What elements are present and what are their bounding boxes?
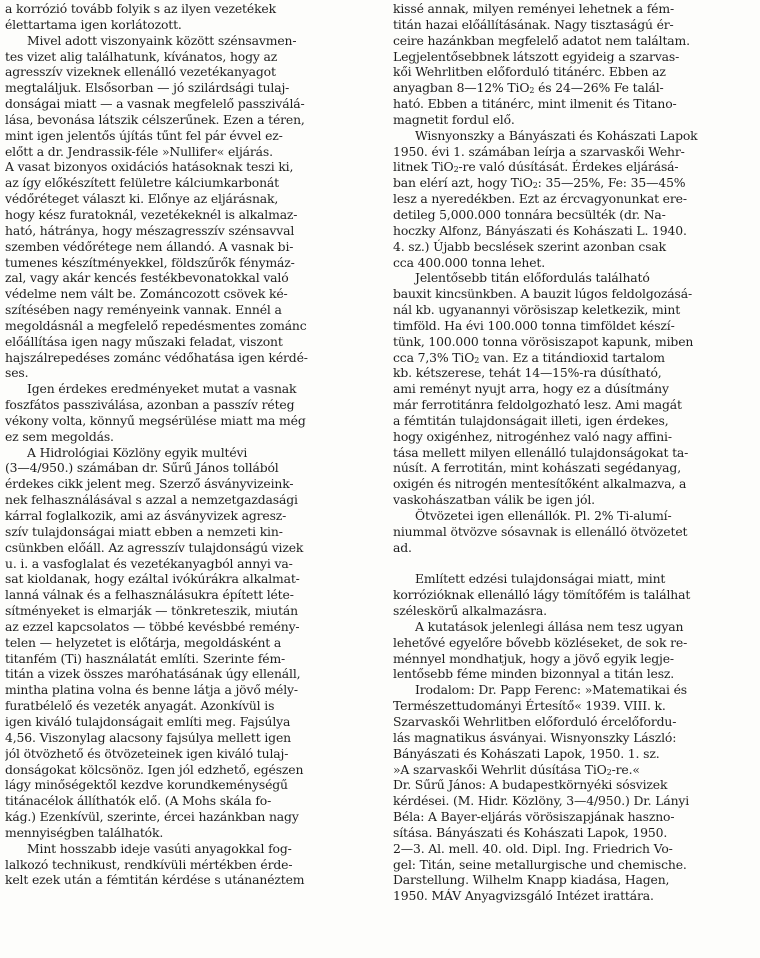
text-segment: : 35—25%, Fe: 35—45% <box>537 175 686 191</box>
text-line: donságai miatt — a vasnak megfelelő passziválá- <box>5 96 305 112</box>
text-segment: lesz a nyeredékben. Ezt az ércvagyonunkat ere- <box>393 191 687 207</box>
text-segment: ceire hazánkban megfelelő adatot nem találtam. <box>393 32 690 48</box>
text-line <box>393 207 755 223</box>
text-line <box>393 872 755 888</box>
text-line <box>393 524 755 540</box>
text-segment: lentősebb féme minden bizonnyal a titán lesz. <box>393 666 675 682</box>
text-line <box>393 682 755 698</box>
text-segment: nál kb. ugyanannyi vörösiszap keletkezik, mint <box>393 302 681 318</box>
text-segment: Wisnyonszky a Bányászati és Kohászati Lapok <box>415 127 698 143</box>
text-line: lágy minőségektől kezdve korundkeménységű <box>5 777 288 793</box>
text-segment: ad. <box>393 539 412 555</box>
text-line <box>393 33 755 49</box>
text-segment: ban elérí azt, hogy TiO <box>393 175 533 191</box>
text-line <box>393 635 755 651</box>
text-line: védőréteget választ ki. Előnye az eljárásnak, <box>5 191 279 207</box>
text-line: tumenes készítményekkel, földszűrők fénymáz- <box>5 254 295 270</box>
text-line: Mint hosszabb ideje vasúti anyagokkal fog- <box>27 840 292 856</box>
text-line <box>393 255 755 271</box>
text-segment: cca 400.000 tonna lehet. <box>393 254 546 270</box>
text-line <box>393 144 755 160</box>
text-line: 4,56. Viszonylag alacsony fajsúlya mellett igen <box>5 729 291 745</box>
text-line: sítményeket is elmarják — tönkreteszik, miután <box>5 603 298 619</box>
text-segment: ható. Ebben a titánérc, mint ilmenit és Titano- <box>393 96 677 112</box>
text-segment: 1950. évi 1. számában leírja a szarvaskői Wehr- <box>393 143 685 159</box>
text-segment: tása mellett milyen ellenálló tulajdonságokat ta- <box>393 444 689 460</box>
text-line <box>393 80 755 96</box>
text-line <box>393 334 755 350</box>
text-line: hajszálrepedéses zománc védőhatása igen kérdé- <box>5 349 308 365</box>
text-line: előállítása igen nagy műszaki feladat, viszont <box>5 333 283 349</box>
text-line: az így előkészített felületre kálciumkarbonát <box>5 175 279 191</box>
text-line <box>393 239 755 255</box>
text-line <box>393 603 755 619</box>
text-line <box>393 302 755 318</box>
text-line: ez sem megoldás. <box>5 428 114 444</box>
text-segment: anyagban 8—12% TiO <box>393 80 530 96</box>
text-segment: kissé annak, milyen reményei lehetnek a fém- <box>393 1 674 16</box>
text-line: zal, vagy akár kencés festékbevonatokkal való <box>5 270 289 286</box>
text-line <box>393 381 755 397</box>
left-column <box>5 1 375 888</box>
text-line: jól ötvözhető és ötvözeteinek igen kiváló tulaj- <box>5 745 289 761</box>
text-segment: Darstellung. Wilhelm Knapp kiadása, Hagen, <box>393 872 670 888</box>
text-segment: titán hazai előállításának. Nagy tisztaságú ér- <box>393 16 674 32</box>
text-line: donságokat kölcsönöz. Igen jól edzhető, egészen <box>5 761 304 777</box>
text-segment: Említett edzési tulajdonságai miatt, mint <box>415 571 666 587</box>
text-line <box>393 350 755 366</box>
text-line <box>393 96 755 112</box>
text-segment: kb. kétszerese, tehát 14—15%-ra dúsítható, <box>393 365 662 381</box>
text-segment: núsít. A ferrotitán, mint kohászati segédanyag, <box>393 460 681 476</box>
text-line <box>393 698 755 714</box>
text-line <box>393 159 755 175</box>
text-segment: Természettudományi Értesítő« 1939. VIII. k. <box>393 698 666 714</box>
text-line: lanná válnak és a felhasználásukra épített léte- <box>5 587 294 603</box>
text-line: kárral foglalkozik, ami az ásványvizek agresz- <box>5 508 287 523</box>
text-line: nek felhasználásával s azzal a nemzetgazdasági <box>5 492 298 508</box>
text-line: igen kiváló tulajdonságait említi meg. Fajsúlya <box>5 713 291 729</box>
subscript: 2 <box>453 165 459 175</box>
text-line <box>393 825 755 841</box>
text-segment: korrózióknak ellenálló lágy tömítőfém is találhat <box>393 587 691 603</box>
text-line <box>393 445 755 461</box>
text-segment: lehetővé egyelőre bővebb közléseket, de sok re- <box>393 634 688 650</box>
text-segment: 2—3. Al. mell. 40. old. Dipl. Ing. Friedrich Vo- <box>393 840 673 856</box>
text-line: kág.) Ezenkívül, szerinte, ércei hazánkban nagy <box>5 809 299 825</box>
text-segment: -re való dúsítását. Érdekes eljárásá- <box>458 159 679 175</box>
text-segment: 1950. MÁV Anyagvizsgáló Intézet irattára. <box>393 888 654 904</box>
text-line <box>393 429 755 445</box>
text-line: furatbélelő és vezeték anyagát. Azonkívül is <box>5 698 275 714</box>
text-line <box>393 318 755 334</box>
text-segment: detileg 5,000.000 tonnára becsülték (dr. Na- <box>393 206 666 222</box>
text-line <box>393 270 755 286</box>
text-line: élettartama igen korlátozott. <box>5 16 182 32</box>
text-line: védelme nem vált be. Zománcozott csövek ké- <box>5 286 288 302</box>
text-segment: Szarvaskői Wehrlitben előforduló ércelőfordu- <box>393 713 677 729</box>
text-segment: Irodalom: Dr. Papp Ferenc: »Matematikai és <box>415 682 687 698</box>
text-line <box>393 191 755 207</box>
text-line: A vasat bizonyos oxidációs hatásoknak teszi ki, <box>5 159 294 175</box>
text-line: az ezzel kapcsolatos — többé kevésbbé remény- <box>5 618 300 634</box>
text-segment: A kutatások jelenlegi állása nem tesz ugyan <box>415 618 684 634</box>
text-line <box>393 49 755 65</box>
text-line: a korrózió tovább folyik s az ilyen vezetékek <box>5 1 276 16</box>
text-line: u. i. a vasfoglalat és vezetékanyagból annyi va- <box>5 555 293 571</box>
text-line <box>393 476 755 492</box>
text-line <box>393 746 755 762</box>
text-segment: Béla: A Bayer-eljárás vörösiszapjának haszno- <box>393 809 675 825</box>
text-segment: timföld. Ha évi 100.000 tonna timföldet készí- <box>393 317 675 333</box>
subscript: 2 <box>606 767 612 777</box>
text-line: telen — helyzetet is előtárja, megoldásként a <box>5 634 282 650</box>
text-segment: a fémtitán tulajdonságait illeti, igen érdekes, <box>393 412 669 428</box>
text-line: A Hidrológiai Közlöny egyik multévi <box>27 444 248 460</box>
text-line <box>393 587 755 603</box>
text-line <box>393 112 755 128</box>
text-segment: hoczky Alfonz, Bányászati és Kohászati L. 1940. <box>393 222 687 238</box>
text-line: titán a vizek összes maróhatásának úgy ellenáll, <box>5 666 301 682</box>
text-line: szemben védőrétege nem állandó. A vasnak bi- <box>5 238 294 254</box>
text-line: lása, bevonása látszik célszerűnek. Ezen a téren, <box>5 111 305 127</box>
text-segment: 4. sz.) Újabb becslések szerint azonban csak <box>393 238 667 254</box>
text-segment: niummal ötvözve sósavnak is ellenálló ötvözetet <box>393 523 688 539</box>
text-segment: hogy oxigénhez, nitrogénhez való nagy affini- <box>393 428 672 444</box>
text-segment: már ferrotitánra feldolgozható lesz. Ami magát <box>393 397 682 413</box>
text-segment: lás magnatikus ásványai. Wisnyonszky László: <box>393 729 677 745</box>
text-line: ható, hátránya, hogy mészagresszív szénsavval <box>5 222 295 238</box>
text-segment: Dr. Sűrű János: A budapestkörnyéki sósvizek <box>393 777 668 793</box>
text-line <box>393 714 755 730</box>
text-line: csünkben előáll. Az agresszív tulajdonságú vizek <box>5 539 304 555</box>
text-line: megtaláljuk. Elsősorban — jó szilárdsági tulaj- <box>5 80 290 96</box>
text-segment: oxigén és nitrogén mentesítőként alkalmazva, a <box>393 476 687 492</box>
subscript: 2 <box>529 86 535 96</box>
text-line <box>393 666 755 682</box>
text-line: szítésében nagy reményeink vannak. Ennél a <box>5 302 282 318</box>
text-line: megoldásnál a megfelelő repedésmentes zománc <box>5 317 307 333</box>
text-line <box>393 777 755 793</box>
text-line <box>393 841 755 857</box>
text-line: előtt a dr. Jendrassik-féle »Nullifer« eljárás. <box>5 143 273 159</box>
right-column <box>393 1 755 904</box>
text-line <box>393 762 755 778</box>
text-segment: sítása. Bányászati és Kohászati Lapok, 1950. <box>393 824 668 840</box>
text-line <box>393 857 755 873</box>
text-line: kelt ezek után a fémtitán kérdése s utánanéztem <box>5 872 305 888</box>
text-line <box>393 365 755 381</box>
text-line: agresszív vizeknek ellenálló vezetékanyagot <box>5 64 276 80</box>
text-line <box>393 888 755 904</box>
text-line <box>393 17 755 33</box>
text-line <box>393 64 755 80</box>
text-segment: tünk, 100.000 tonna vörösiszapot kapunk, miben <box>393 333 694 349</box>
text-line <box>393 397 755 413</box>
text-segment: kérdései. (M. Hidr. Közlöny, 3—4/950.) Dr. Lányi <box>393 793 690 809</box>
text-line <box>393 492 755 508</box>
subscript: 2 <box>474 355 480 365</box>
text-line: titanfém (Ti) használatát említi. Szerinte fém- <box>5 650 286 666</box>
text-line <box>393 508 755 524</box>
text-segment: és 24—26% Fe talál- <box>534 80 664 96</box>
text-segment: -re.« <box>611 761 640 777</box>
text-line <box>393 730 755 746</box>
text-line <box>393 540 755 556</box>
text-segment: Legjelentősebbnek látszott egyideig a szarvas- <box>393 48 680 64</box>
text-line: foszfátos passziválása, azonban a passzív réteg <box>5 397 295 413</box>
text-segment: »A szarvaskői Wehrlit dúsítása TiO <box>393 761 607 777</box>
text-line <box>393 793 755 809</box>
text-line: ses. <box>5 365 29 381</box>
text-line: hogy kész furatoknál, vezetékeknél is alkalmaz- <box>5 206 298 222</box>
text-line <box>393 223 755 239</box>
text-line <box>393 413 755 429</box>
text-line <box>393 286 755 302</box>
text-line: mintha platina volna és benne látja a jövő mély- <box>5 682 298 698</box>
text-segment: vaskohászatban válik be igen jól. <box>393 492 595 508</box>
text-line: tes vizet alig találhatunk, kívánatos, hogy az <box>5 48 278 64</box>
text-segment: bauxit kincsünkben. A bauzit lúgos feldolgozásá- <box>393 286 693 302</box>
text-segment: széleskörű alkalmazásra. <box>393 603 547 619</box>
text-line <box>393 651 755 667</box>
text-line <box>393 571 755 587</box>
text-line <box>393 460 755 476</box>
text-segment: cca 7,3% TiO <box>393 349 475 365</box>
text-line <box>393 619 755 635</box>
text-line <box>393 809 755 825</box>
text-line: vékony volta, könnyű megsérülése miatt ma még <box>5 412 306 428</box>
text-segment: Jelentősebb titán előfordulás található <box>415 270 650 286</box>
text-line <box>393 175 755 191</box>
text-line: titánacélok állíthatók elő. (A Mohs skála fo- <box>5 793 272 809</box>
text-line: érdekes cikk jelent meg. Szerző ásványvizeink- <box>5 476 294 492</box>
text-line <box>393 1 755 17</box>
text-segment: Bányászati és Kohászati Lapok, 1950. 1. sz. <box>393 745 660 761</box>
text-line <box>393 128 755 144</box>
text-line: sat kioldanak, hogy ezáltal ivókúrákra alkalmat- <box>5 571 300 587</box>
text-line: mint igen jelentős újítás tűnt fel pár évvel ez- <box>5 127 283 143</box>
text-line: Igen érdekes eredményeket mutat a vasnak <box>27 381 297 397</box>
text-line: szív tulajdonságai miatt ebben a nemzeti kin- <box>5 523 283 539</box>
text-segment: litnek TiO <box>393 159 454 175</box>
text-segment: ménnyel mondhatjuk, hogy a jövő egyik legje- <box>393 650 674 666</box>
text-segment: kői Wehrlitben előforduló titánérc. Ebben az <box>393 64 666 80</box>
text-segment: magnetit fordul elő. <box>393 111 515 127</box>
subscript: 2 <box>532 181 538 191</box>
text-line: Mivel adott viszonyaink között szénsavmen- <box>27 32 297 48</box>
text-segment: Ötvözetei igen ellenállók. Pl. 2% Ti-alumí- <box>415 508 672 523</box>
text-line: lalkozó technikust, rendkívüli mértékben érde- <box>5 856 293 872</box>
text-segment: gel: Titán, seine metallurgische und chemische. <box>393 856 687 872</box>
text-line: mennyiségben találhatók. <box>5 824 164 840</box>
text-line <box>393 556 755 572</box>
text-line: (3—4/950.) számában dr. Sűrű János tollából <box>5 460 279 476</box>
text-segment: ami reményt nyujt arra, hogy ez a dúsítmány <box>393 381 669 397</box>
text-segment: van. Ez a titándioxid tartalom <box>479 349 665 365</box>
